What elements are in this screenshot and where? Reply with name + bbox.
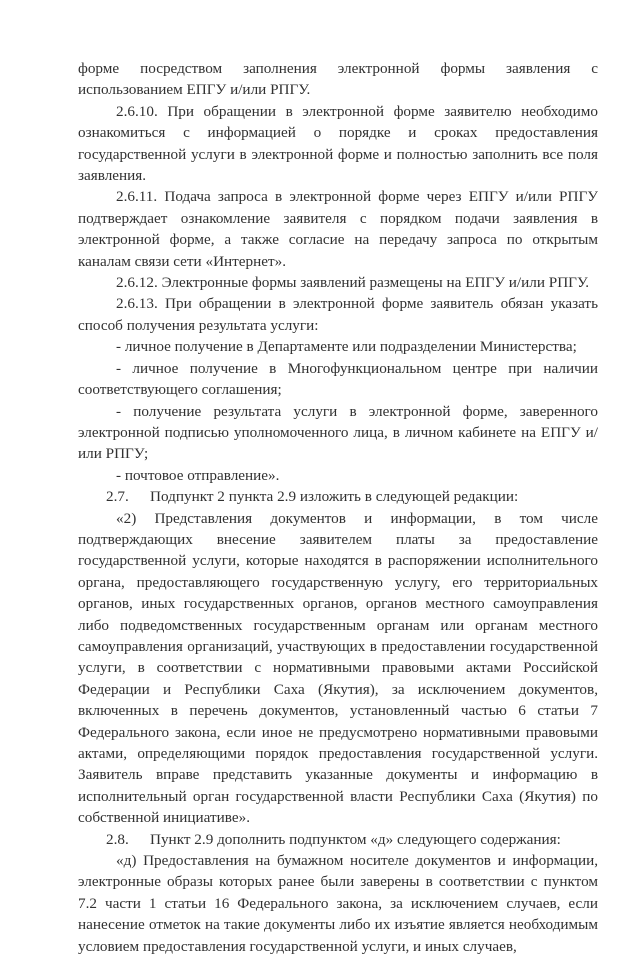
paragraph-subitem-d: «д) Предоставления на бумажном носителе документов и информации, электронные образы которых ранее были заверены в соответствии с пунктом 7.2 части 1 статьи 16 Федерального закона, за исключением случаев, если нанесение отметок на такие документы либо их изъятие является необходимым условием предоставления государственной услуги, и иных случаев, bbox=[78, 852, 598, 955]
paragraph-2-6-10: 2.6.10. При обращении в электронной форме заявителю необходимо ознакомиться с информацией о порядке и сроках предоставления государственной услуги в электронной форме и полностью заполнить все поля заявления. bbox=[78, 102, 598, 185]
paragraph-2-6-13: 2.6.13. При обращении в электронной форме заявитель обязан указать способ получения результата услуги: bbox=[78, 295, 598, 334]
item-number: 2.7. bbox=[106, 488, 129, 506]
item-text: Подпункт 2 пункта 2.9 изложить в следующей редакции: bbox=[150, 488, 519, 506]
paragraph-2-6-12: 2.6.12. Электронные формы заявлений размещены на ЕПГУ и/или РПГУ. bbox=[116, 274, 590, 292]
item-text: Пункт 2.9 дополнить подпунктом «д» следующего содержания: bbox=[150, 830, 561, 848]
item-2-8 bbox=[78, 829, 598, 850]
item-2-7 bbox=[78, 486, 598, 507]
paragraph-2-6-11: 2.6.11. Подача запроса в электронной форме через ЕПГУ и/или РПГУ подтверждает ознакомление заявителя с порядком подачи заявления в электронной форме, а также согласие на передачу запроса по открытым каналам связи сети «Интернет». bbox=[78, 188, 598, 270]
document-page bbox=[78, 58, 598, 957]
list-item-mfc: - личное получение в Многофункциональном центре при наличии соответствующего соглашения; bbox=[78, 359, 598, 399]
paragraph-subitem-2: «2) Представления документов и информации, в том числе подтверждающих внесение заявителем платы за предоставление государственной услуги, которые находятся в распоряжении исполнительного органа, предоставляющего государственную услугу, его территориальных органов, иных государственных органов, органов местного самоуправления либо подведомственных государственным органам или органам местного самоуправления организаций, участвующих в предоставлении государственной услуги, в соответствии с нормативными правовыми актами Российской Федерации и Республики Саха (Якутия), за исключением документов, включенных в перечень документов, установленный частью 6 статьи 7 Федерального закона, если иное не предусмотрено нормативными правовыми актами, определяющими порядок предоставления государственной услуги. Заявитель вправе представить указанные документы и информацию в исполнительный орган государственной власти Республики Саха (Якутия) по собственной инициативе». bbox=[78, 509, 598, 827]
list-item-department: - личное получение в Департаменте или подразделении Министерства; bbox=[116, 338, 577, 356]
item-number: 2.8. bbox=[106, 830, 129, 848]
list-item-electronic: - получение результата услуги в электронной форме, заверенного электронной подписью уполномоченного лица, в личном кабинете на ЕПГУ и/или РПГУ; bbox=[78, 402, 598, 463]
list-item-post: - почтовое отправление». bbox=[116, 466, 280, 484]
paragraph-continuation: форме посредством заполнения электронной формы заявления с использованием ЕПГУ и/или РПГУ. bbox=[78, 60, 598, 99]
